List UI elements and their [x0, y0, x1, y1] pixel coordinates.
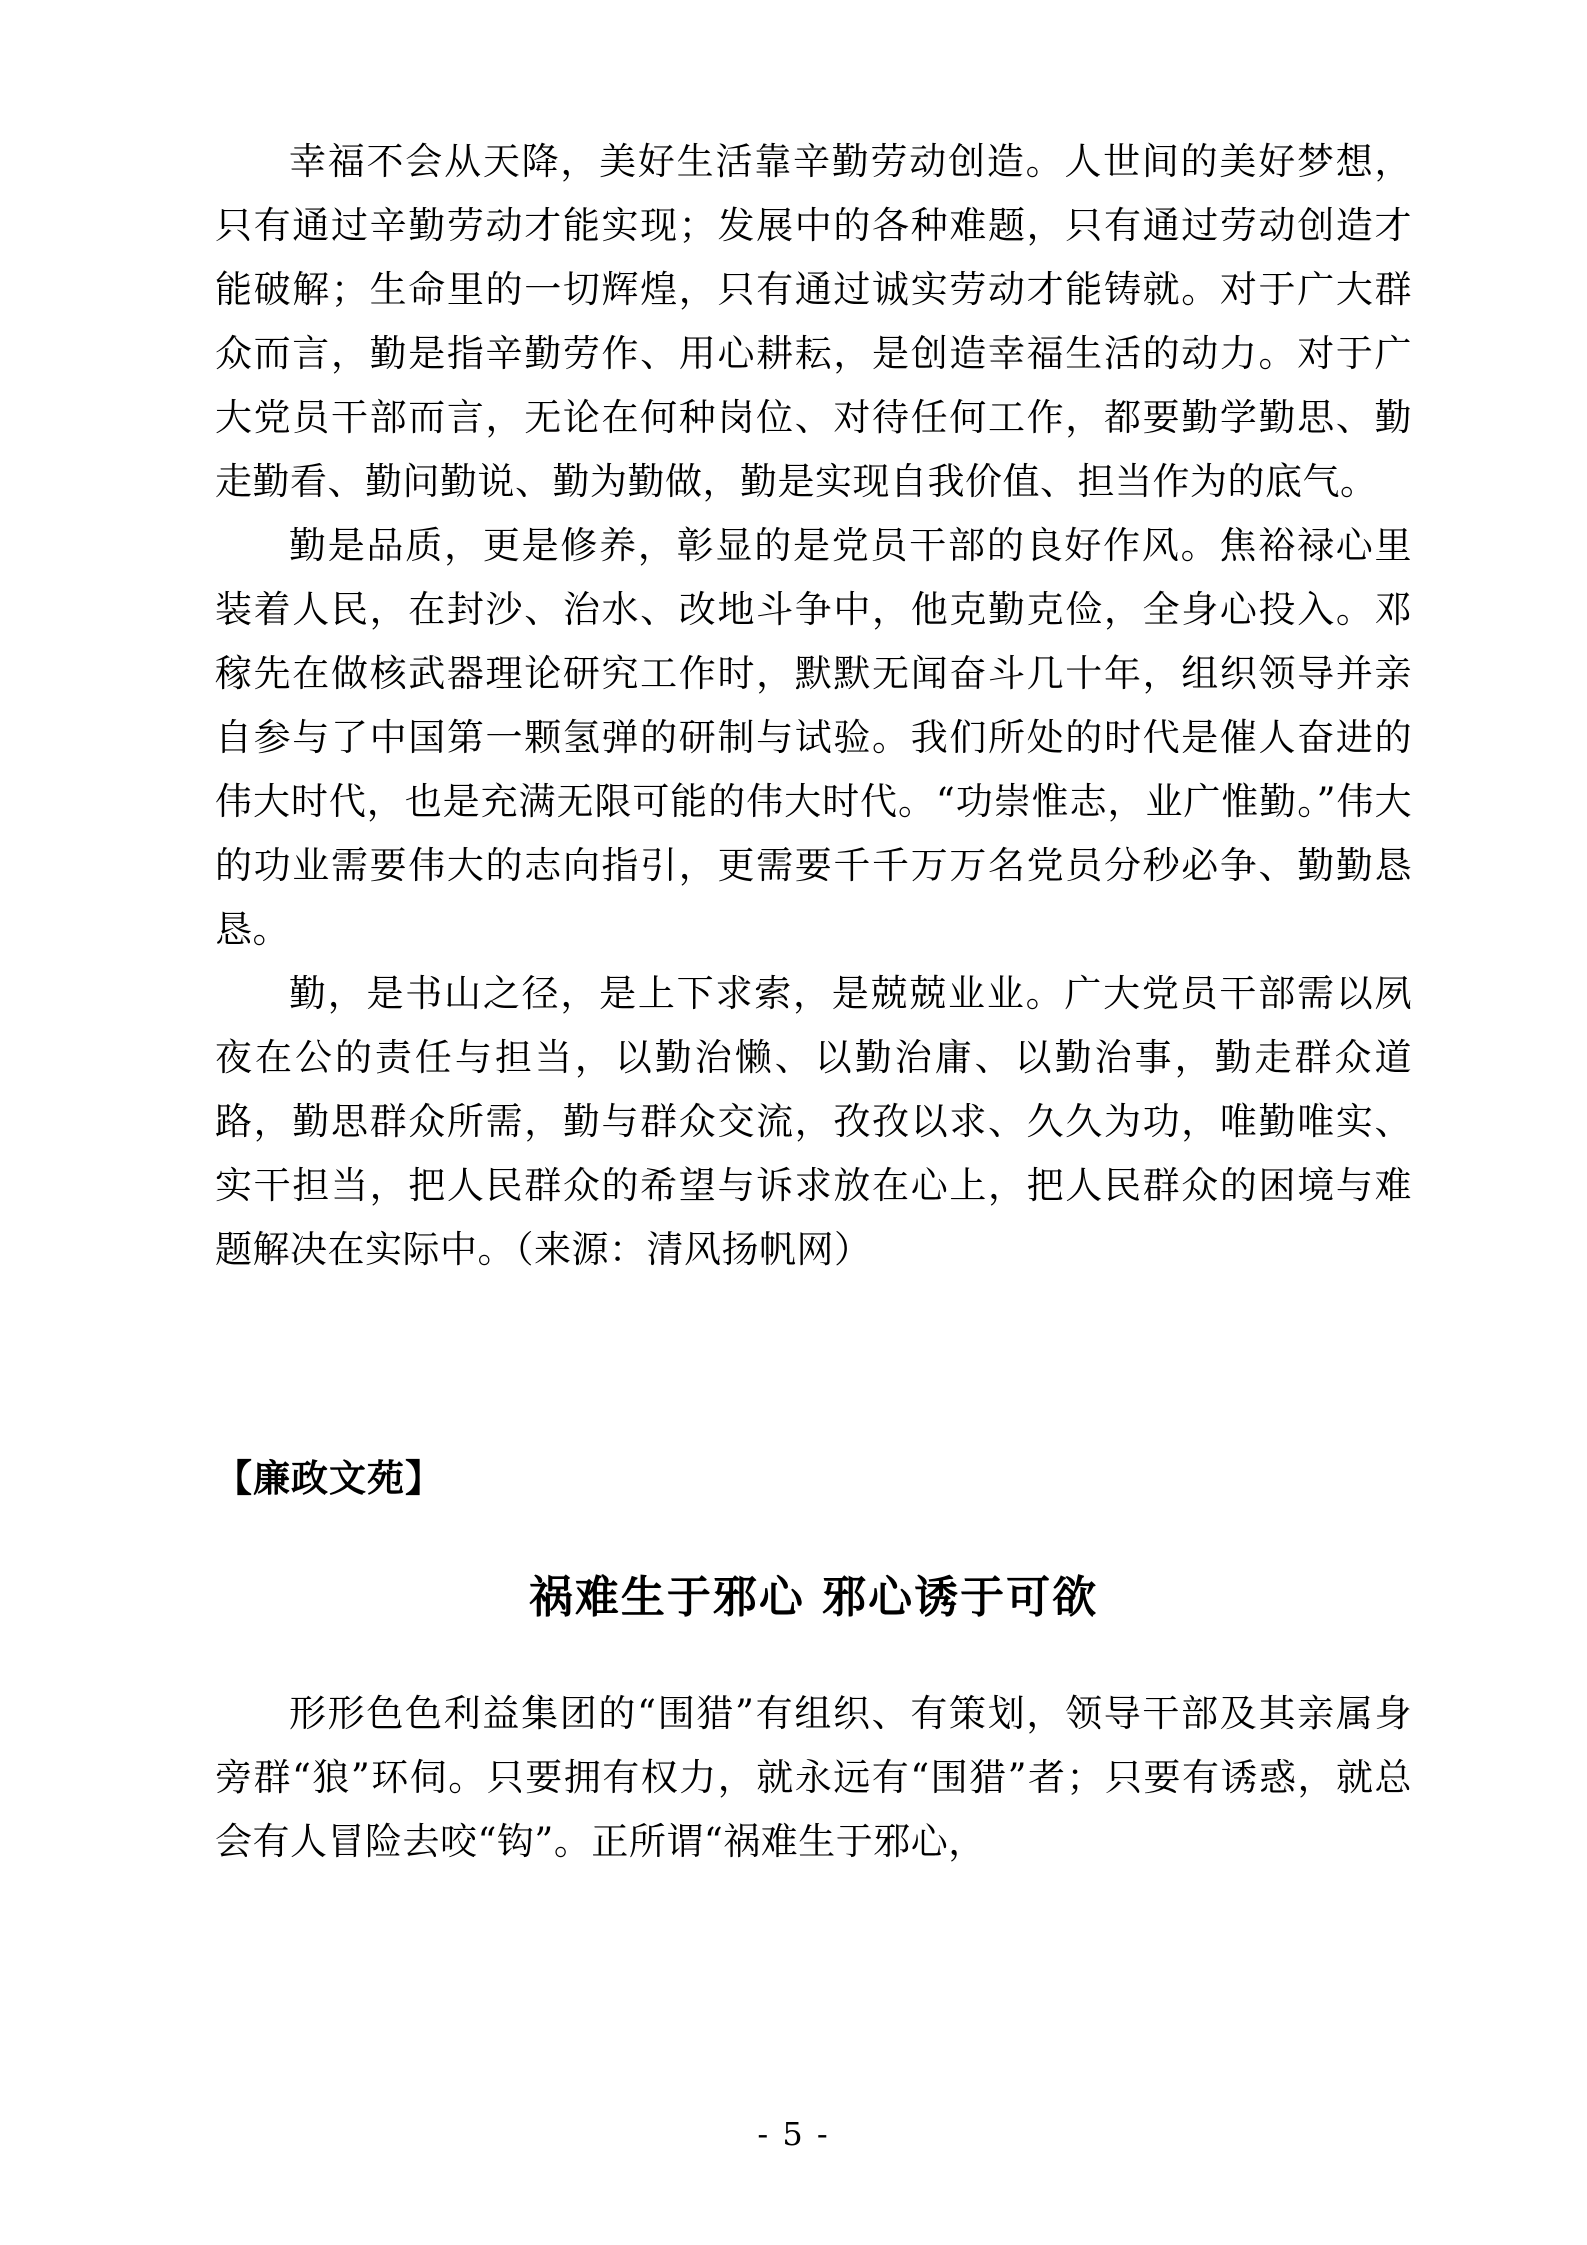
article-body: [215, 1682, 1412, 1874]
main-article-body: [215, 130, 1412, 1282]
article-title: 祸难生于邪心 邪心诱于可欲: [528, 1572, 1099, 1623]
paragraph: 形形色色利益集团的“围猎”有组织、有策划，领导干部及其亲属身旁群“狼”环伺。只要拥有权力，就永远有“围猎”者；只要有诱惑，就总会有人冒险去咬“钩”。正所谓“祸难生于邪心，: [215, 1692, 1412, 1863]
paragraph: 勤，是书山之径，是上下求索，是兢兢业业。广大党员干部需以夙夜在公的责任与担当，以勤治懒、以勤治庸、以勤治事，勤走群众道路，勤思群众所需，勤与群众交流，孜孜以求、久久为功，唯勤唯实、实干担当，把人民群众的希望与诉求放在心上，把人民群众的困境与难题解决在实际中。（来源：清风扬帆网）: [215, 972, 1412, 1271]
section-tag: 【廉政文苑】: [215, 1456, 443, 1500]
paragraph: 勤是品质，更是修养，彰显的是党员干部的良好作风。焦裕禄心里装着人民，在封沙、治水、改地斗争中，他克勤克俭，全身心投入。邓稼先在做核武器理论研究工作时，默默无闻奋斗几十年，组织领导并亲自参与了中国第一颗氢弹的研制与试验。我们所处的时代是催人奋进的伟大时代，也是充满无限可能的伟大时代。“功崇惟志，业广惟勤。”伟大的功业需要伟大的志向指引，更需要千千万万名党员分秒必争、勤勤恳恳。: [215, 524, 1412, 951]
paragraph: 幸福不会从天降，美好生活靠辛勤劳动创造。人世间的美好梦想，只有通过辛勤劳动才能实现；发展中的各种难题，只有通过劳动创造才能破解；生命里的一切辉煌，只有通过诚实劳动才能铸就。对于广大群众而言，勤是指辛勤劳作、用心耕耘，是创造幸福生活的动力。对于广大党员干部而言，无论在何种岗位、对待任何工作，都要勤学勤思、勤走勤看、勤问勤说、勤为勤做，勤是实现自我价值、担当作为的底气。: [215, 140, 1412, 503]
page-number: - 5 -: [757, 2115, 830, 2153]
